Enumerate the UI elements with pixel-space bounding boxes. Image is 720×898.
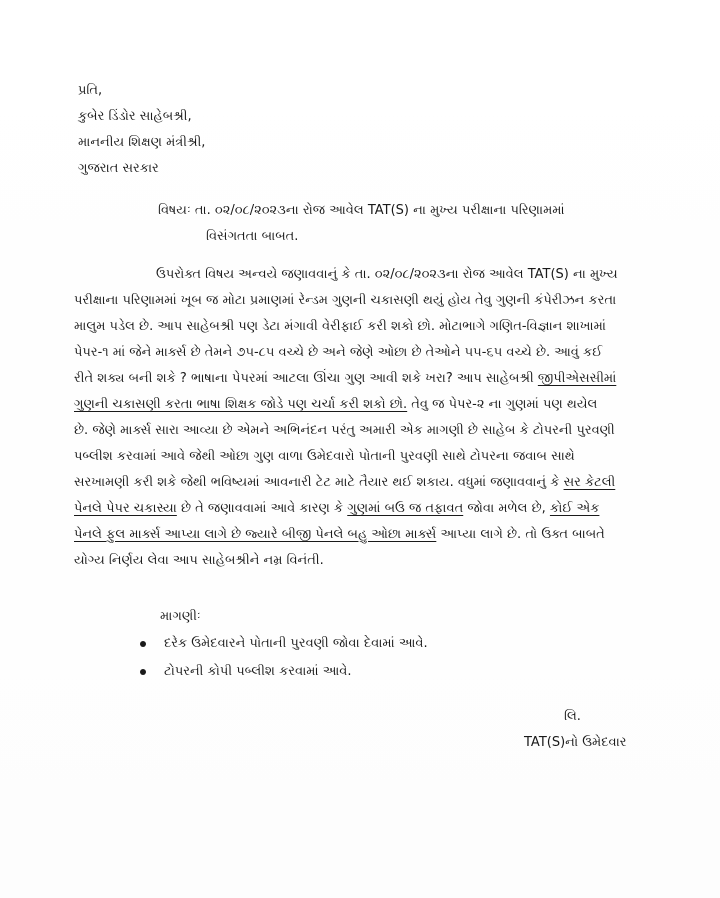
underlined-text: પેનલે પેપર ચકાસ્યા [74,501,177,516]
bullet-icon [140,641,146,647]
letter-body [74,262,656,574]
subject-line-1: વિષયઃ તા. ૦૨/૦૮/૨૦૨૩ના રોજ આવેલ TAT(S) ના મુખ્ય પરીક્ષાના પરિણામમાં [158,203,565,218]
body-line [74,522,656,548]
address-org: ગુજરાત સરકાર [78,161,159,176]
body-text: આપ્યા લાગે છે. તો ઉક્ત બાબતે [436,527,605,542]
underlined-text: ગુણમાં બઉ જ તફાવત [347,501,464,516]
body-line [74,470,656,496]
body-line: યોગ્ય નિર્ણય લેવા આપ સાહેબશ્રીને નમ્ર વિનંતી. [74,553,324,568]
body-text: સરખામણી કરી શકે જેથી ભવિષ્યમાં આવનારી ટેટ માટે તૈયાર થઈ શકાય. વધુમાં જણાવવાનું કે [74,475,564,490]
subject-line-2: વિસંગતતા બાબત. [206,229,299,244]
body-line [74,392,656,418]
underlined-text: પેનલે ફુલ માર્ક્સ આપ્યા લાગે છે જ્યારે બીજી પેનલે બહુ ઓછા માર્ક્સ [74,527,437,542]
list-item [140,630,428,658]
signature-from: TAT(S)નો ઉમેદવાર [524,735,627,750]
body-line: પેપર-૧ માં જેને માર્ક્સ છે તેમને ૭૫-૮૫ વચ્ચે છે અને જેણે ઓછા છે તેઓને ૫૫-૬૫ વચ્ચે છે. આવું કઈ [74,345,603,360]
demands-title: માગણીઃ [160,609,201,624]
body-line: છે. જેણે માર્ક્સ સારા આવ્યા છે એમને અભિનંદન પરંતુ અમારી એક માગણી છે સાહેબ કે ટોપરની પુરવણી [74,423,615,438]
address-to: પ્રતિ, [78,83,103,98]
bullet-icon [140,669,146,675]
address-name: કુબેર ડિંડોર સાહેબશ્રી, [78,109,192,124]
list-item [140,658,428,686]
body-line [74,496,656,522]
underlined-text: કોઈ એક [549,501,600,516]
body-line: પરીક્ષાના પરિણામમાં ખૂબ જ મોટા પ્રમાણમાં રેન્ડમ ગુણની ચકાસણી થયું હોય તેવુ ગુણની કંપેરીઝન કરતા [74,293,617,308]
body-line: માલુમ પડેલ છે. આપ સાહેબશ્રી પણ ડેટા મંગાવી વેરીફાઈ કરી શકો છો. મોટાભાગે ગણિત-વિજ્ઞાન શાખામાં [74,319,606,334]
underlined-text: ગુણની ચકાસણી કરતા ભાષા શિક્ષક જોડે પણ ચર્ચા કરી શકો છો. [74,397,408,412]
body-line: પબ્લીશ કરવામાં આવે જેથી ઓછા ગુણ વાળા ઉમેદવારો પોતાની પુરવણી સાથે ટોપરના જવાબ સાથે [74,449,575,464]
body-text: રીતે શક્ય બની શકે ? ભાષાના પેપરમાં આટલા ઊંચા ગુણ આવી શકે ખરા? આપ સાહેબશ્રી [74,371,538,386]
subject [158,198,678,250]
demand-text: ટોપરની કોપી પબ્લીશ કરવામાં આવે. [164,664,352,679]
address-designation: માનનીય શિક્ષણ મંત્રીશ્રી, [78,135,206,150]
underlined-text: સર કેટલી [563,475,616,490]
signature-li: લિ. [564,709,581,724]
demand-text: દરેક ઉમેદવારને પોતાની પુરવણી જોવા દેવામાં આવે. [164,636,428,651]
body-text: છે તે જણાવવામાં આવે કારણ કે [176,501,348,516]
recipient-address [78,78,205,182]
underlined-text: જીપીએસસીમાં [537,371,617,386]
body-text: જોવા મળેલ છે, [463,501,550,516]
demands-list [140,630,428,686]
body-line [74,366,656,392]
body-text: તેવુ જ પેપર-૨ ના ગુણમાં પણ થયેલ [407,397,598,412]
body-line: ઉપરોક્ત વિષય અન્વયે જણાવવાનું કે તા. ૦૨/૦૮/૨૦૨૩ના રોજ આવેલ TAT(S) ના મુખ્ય [156,267,618,282]
